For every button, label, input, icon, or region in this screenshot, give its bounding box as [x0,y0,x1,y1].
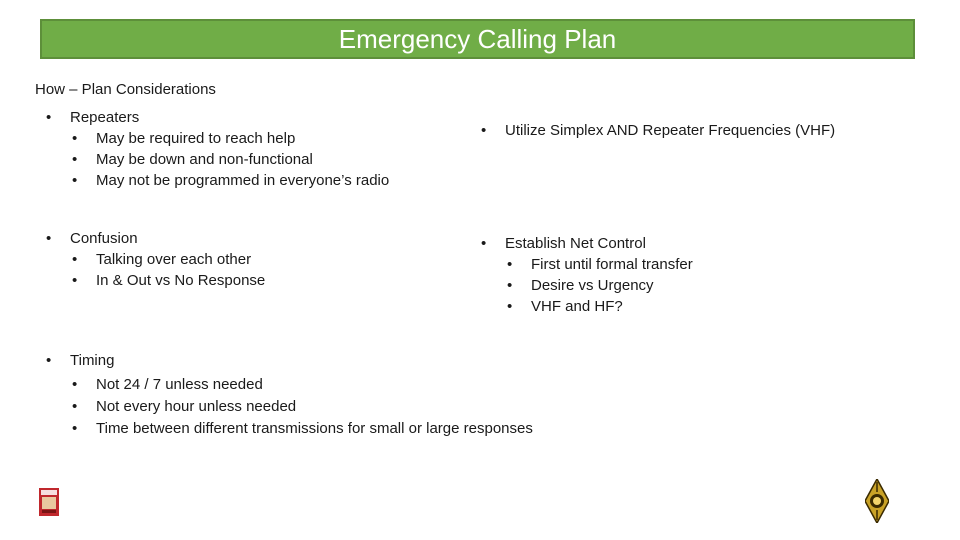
list-item-text: Talking over each other [96,251,252,268]
bullet: • [72,376,78,393]
subtitle: How – Plan Considerations [35,81,216,98]
timing-heading [46,350,533,372]
simplex-heading [481,120,835,141]
confusion-label: Confusion [70,230,138,247]
bullet: • [72,130,78,147]
list-item [46,249,265,270]
confusion-heading [46,228,265,249]
list-item-text: Desire vs Urgency [531,277,654,294]
list-item-text: May be required to reach help [96,130,296,147]
list-item [46,149,389,170]
net-control-block [481,233,693,317]
confusion-block [46,228,265,291]
bullet: • [481,122,487,139]
list-item [46,170,389,191]
bullet: • [481,235,487,252]
list-item [481,275,693,296]
bullet: • [507,298,513,315]
bullet: • [72,398,78,415]
bullet: • [72,151,78,168]
list-item-text: In & Out vs No Response [96,272,266,289]
list-item [46,418,533,440]
list-item [46,374,533,396]
repeaters-block [46,107,389,191]
book-cover-icon [39,488,59,516]
list-item-text: VHF and HF? [531,298,623,315]
arrl-diamond-logo-icon [865,479,889,523]
list-item-text: Time between different transmissions for small or large responses [96,420,533,437]
bullet: • [507,277,513,294]
bullet: • [507,256,513,273]
bullet: • [72,172,78,189]
list-item-text: Not 24 / 7 unless needed [96,376,263,393]
bullet: • [72,251,78,268]
bullet: • [46,109,52,126]
slide-title: Emergency Calling Plan [338,24,617,54]
bullet: • [72,272,78,289]
list-item [481,254,693,275]
bullet: • [72,420,78,437]
list-item-text: Not every hour unless needed [96,398,297,415]
timing-block [46,350,533,440]
list-item-text: May be down and non-functional [96,151,313,168]
simplex-label: Utilize Simplex AND Repeater Frequencies (VHF) [505,122,836,139]
list-item [46,270,265,291]
list-item [46,128,389,149]
list-item-text: May not be programmed in everyone’s radio [96,172,390,189]
repeaters-label: Repeaters [70,109,140,126]
list-item [481,296,693,317]
title-bar [40,19,915,59]
list-item-text: First until formal transfer [531,256,693,273]
net-control-label: Establish Net Control [505,235,646,252]
list-item [46,396,533,418]
bullet: • [46,352,52,369]
timing-label: Timing [70,352,115,369]
bullet: • [46,230,52,247]
net-control-heading [481,233,693,254]
repeaters-heading [46,107,389,128]
simplex-block [481,120,835,141]
